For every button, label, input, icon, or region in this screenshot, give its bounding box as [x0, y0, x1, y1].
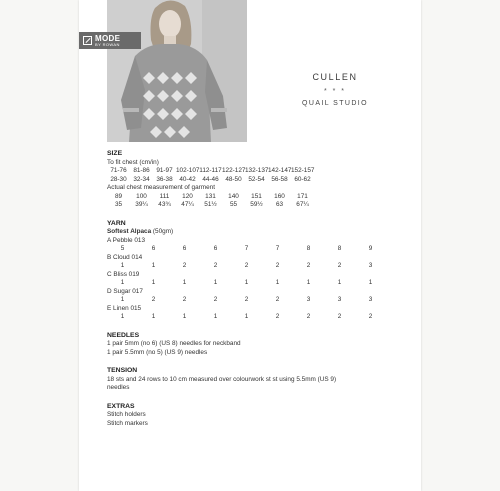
designer-name: QUAIL STUDIO [302, 100, 368, 107]
yarn-colour-row: 1 2 2 2 2 2 3 3 3 [120, 296, 373, 303]
yarn-colour-label: E Linen 015 [107, 304, 142, 312]
pattern-title: CULLEN [312, 72, 358, 82]
brand-name: MODE [95, 33, 121, 43]
actual-chest-label: Actual chest measurement of garment [107, 184, 215, 191]
yarn-colour-label: D Sugar 017 [107, 287, 143, 295]
size-heading: SIZE [107, 150, 123, 157]
yarn-colour-row: 5 6 6 6 7 7 8 8 9 [120, 245, 373, 252]
tension-line: needles [107, 384, 130, 391]
actual-in-row: 35 39¼ 43¾ 47¼ 51½ 55 59½ 63 67¼ [114, 201, 309, 208]
sweater-illustration [107, 0, 247, 142]
pattern-details [107, 150, 407, 428]
model-photo [107, 0, 247, 142]
difficulty-stars: * * * [323, 88, 347, 95]
yarn-colour-row: 1 1 2 2 2 2 2 2 3 [120, 262, 373, 269]
brand-logo [79, 32, 141, 49]
needles-line: 1 pair 5.5mm (no 5) (US 9) needles [107, 348, 208, 356]
to-fit-cm-row: 71-76 81-86 91-97 102-107 112-117 122-127 132-137 142-147 152-157 [110, 167, 315, 174]
yarn-heading: YARN [107, 219, 126, 227]
extras-line: Stitch holders [107, 411, 146, 418]
yarn-name: Softest Alpaca [107, 228, 152, 235]
brand-mark-icon [83, 36, 92, 45]
yarn-colour-row: 1 1 1 1 1 2 2 2 2 [120, 313, 373, 320]
brand-subname: BY ROWAN [95, 41, 120, 47]
yarn-colour-row: 1 1 1 1 1 1 1 1 1 [120, 279, 373, 286]
needles-heading: NEEDLES [107, 331, 140, 339]
actual-cm-row: 89 100 111 120 131 140 151 160 171 [114, 192, 308, 200]
extras-line: Stitch markers [107, 419, 148, 427]
title-block [290, 72, 380, 107]
yarn-colour-label: A Pebble 013 [107, 236, 146, 244]
tension-line: 18 sts and 24 rows to 10 cm measured over colourwork st st using 5.5mm (US 9) [107, 375, 337, 383]
yarn-name-line [107, 228, 407, 237]
needles-line: 1 pair 5mm (no 6) (US 8) needles for neckband [107, 340, 241, 347]
tension-heading: TENSION [107, 367, 138, 374]
to-fit-in-row: 28-30 32-34 36-38 40-42 44-46 48-50 52-54 56-58 60-62 [110, 175, 311, 183]
yarn-weight: (50gm) [151, 228, 174, 235]
yarn-colour-label: C Bliss 019 [107, 270, 140, 278]
to-fit-label: To fit chest (cm/in) [107, 158, 159, 166]
yarn-colour-label: B Cloud 014 [107, 253, 143, 261]
extras-heading: EXTRAS [107, 402, 135, 410]
